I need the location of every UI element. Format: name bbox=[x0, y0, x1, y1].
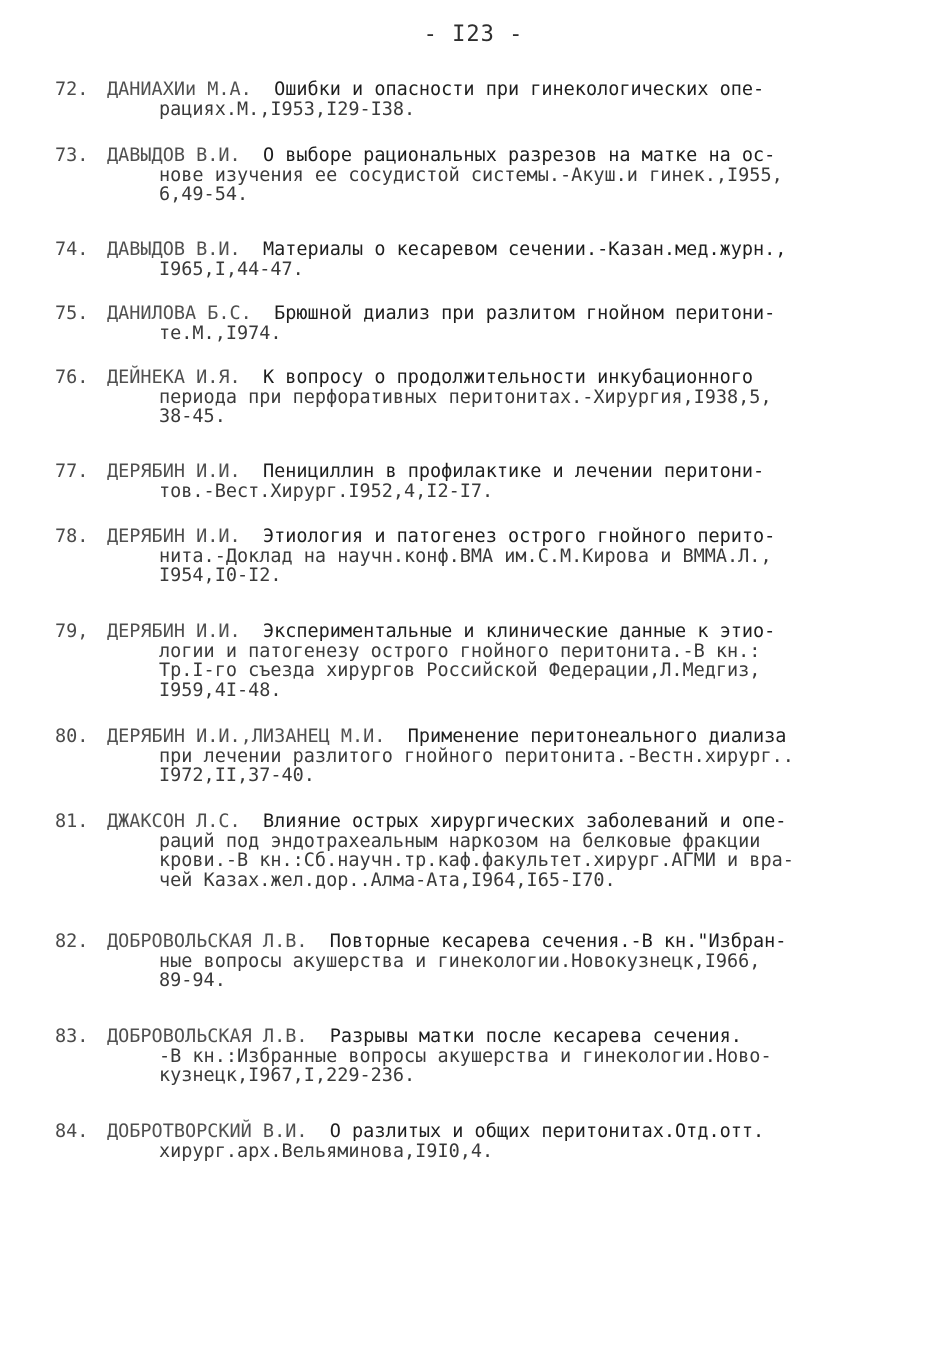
entry-number: 75. bbox=[55, 303, 89, 324]
bibliography-entry bbox=[55, 1122, 905, 1161]
entry-author: ДАНИАХИи М.А. bbox=[107, 79, 275, 100]
entry-first-line bbox=[55, 240, 905, 260]
entry-text: Брюшной диализ при разлитом гнойном перитони- bbox=[274, 303, 776, 324]
entry-first-line bbox=[55, 304, 905, 324]
entry-continuation-line: I972,II,37-40. bbox=[159, 765, 315, 786]
bibliography-entry bbox=[55, 727, 905, 786]
entry-continuation-line: Тр.I-го съезда хирургов Российской Федерации,Л.Медгиз, bbox=[159, 660, 761, 681]
bibliography-entry bbox=[55, 80, 905, 119]
entry-number: 83. bbox=[55, 1026, 89, 1047]
entry-first-line bbox=[55, 622, 905, 642]
entry-author: ДЕРЯБИН И.И.,ЛИЗАНЕЦ М.И. bbox=[107, 726, 408, 747]
entry-first-line bbox=[55, 812, 905, 832]
entry-first-line bbox=[55, 727, 905, 747]
entry-first-line bbox=[55, 1027, 905, 1047]
entry-text: О разлитых и общих перитонитах.Отд.отт. bbox=[329, 1121, 765, 1142]
entry-number: 73. bbox=[55, 145, 89, 166]
entry-author: ДАВЫДОВ В.И. bbox=[107, 239, 263, 260]
entry-text: Этиология и патогенез острого гнойного перито- bbox=[262, 526, 776, 547]
entry-continuation-line: периода при перфоративных перитонитах.-Хирургия,I938,5, bbox=[159, 386, 772, 408]
entry-continuation-line: раций под эндотрахеальным наркозом на белковые фракции bbox=[159, 830, 761, 852]
entry-number: 72. bbox=[55, 79, 89, 100]
entry-author: ДОБРОТВОРСКИЙ В.И. bbox=[107, 1121, 330, 1142]
entry-continuation-line: при лечении разлитого гнойного перитонита.-Вестн.хирург.. bbox=[159, 745, 794, 767]
entry-continuation-line: 38-45. bbox=[159, 406, 226, 427]
entry-number: 74. bbox=[55, 239, 89, 260]
entry-continuation-line: те.М.,I974. bbox=[159, 322, 282, 344]
entry-author: ДОБРОВОЛЬСКАЯ Л.В. bbox=[107, 1026, 330, 1047]
bibliography-entry bbox=[55, 462, 905, 501]
entry-first-line bbox=[55, 527, 905, 547]
entry-continuation-line: кузнецк,I967,I,229-236. bbox=[159, 1065, 416, 1086]
entry-number: 78. bbox=[55, 526, 89, 547]
entry-continuation-line: I954,I0-I2. bbox=[159, 565, 282, 586]
entry-continuation-line: хирург.арх.Вельяминова,I9I0,4. bbox=[159, 1140, 494, 1162]
bibliography-entry bbox=[55, 932, 905, 991]
entry-continuation-line: 89-94. bbox=[159, 970, 226, 991]
entry-number: 82. bbox=[55, 931, 89, 952]
bibliography-entry bbox=[55, 622, 905, 700]
entry-author: ДЕРЯБИН И.И. bbox=[107, 526, 263, 547]
entry-continuation-line: рациях.М.,I953,I29-I38. bbox=[159, 98, 416, 120]
bibliography-entry bbox=[55, 527, 905, 586]
entry-author: ДОБРОВОЛЬСКАЯ Л.В. bbox=[107, 931, 330, 952]
entry-continuation-line: I965,I,44-47. bbox=[159, 258, 304, 280]
bibliography-entry bbox=[55, 368, 905, 427]
entry-number: 77. bbox=[55, 461, 89, 482]
entry-first-line bbox=[55, 462, 905, 482]
bibliography-entry bbox=[55, 240, 905, 279]
entry-continuation-line: нове изучения ее сосудистой системы.-Акуш.и гинек.,I955, bbox=[159, 164, 783, 186]
entry-continuation-line: -В кн.:Избранные вопросы акушерства и гинекологии.Ново- bbox=[159, 1045, 772, 1067]
entry-first-line bbox=[55, 80, 905, 100]
entry-author: ДЕЙНЕКА И.Я. bbox=[107, 367, 263, 388]
entry-text: Повторные кесарева сечения.-В кн."Избран- bbox=[329, 931, 787, 952]
entry-author: ДАВЫДОВ В.И. bbox=[107, 145, 263, 166]
entry-first-line bbox=[55, 368, 905, 388]
entry-text: Пенициллин в профилактике и лечении перитони- bbox=[262, 461, 765, 482]
entry-continuation-line: нита.-Доклад на научн.конф.ВМА им.С.М.Кирова и ВММА.Л., bbox=[159, 545, 772, 567]
entry-continuation-line: крови.-В кн.:Сб.научн.тр.каф.факультет.хирург.АГМИ и вра- bbox=[159, 850, 794, 871]
entry-number: 81. bbox=[55, 811, 89, 832]
entry-text: К вопросу о продолжительности инкубационного bbox=[262, 367, 754, 388]
bibliography-entry bbox=[55, 812, 905, 890]
entry-continuation-line: тов.-Вест.Хирург.I952,4,I2-I7. bbox=[159, 480, 494, 502]
bibliography-entry bbox=[55, 1027, 905, 1086]
entry-first-line bbox=[55, 1122, 905, 1142]
entry-number: 79, bbox=[55, 621, 89, 642]
entry-text: Разрывы матки после кесарева сечения. bbox=[329, 1026, 742, 1047]
entry-continuation-line: 6,49-54. bbox=[159, 184, 249, 205]
bibliography-entry bbox=[55, 146, 905, 205]
entry-text: Влияние острых хирургических заболеваний и опе- bbox=[262, 811, 787, 832]
entry-first-line bbox=[55, 146, 905, 166]
entry-author: ДАНИЛОВА Б.С. bbox=[107, 303, 275, 324]
entry-text: Применение перитонеального диализа bbox=[407, 726, 787, 747]
entry-continuation-line: ные вопросы акушерства и гинекологии.Новокузнецк,I966, bbox=[159, 950, 761, 972]
entry-text: Ошибки и опасности при гинекологических опе- bbox=[274, 79, 765, 100]
entry-first-line bbox=[55, 932, 905, 952]
entry-continuation-line: чей Казах.жел.дор..Алма-Ата,I964,I65-I70. bbox=[159, 869, 616, 891]
page-number: - I23 - bbox=[423, 22, 524, 47]
entry-continuation-line: I959,4I-48. bbox=[159, 679, 282, 701]
entry-text: Материалы о кесаревом сечении.-Казан.мед.журн., bbox=[262, 239, 787, 260]
bibliography-entry bbox=[55, 304, 905, 343]
entry-author: ДЖАКСОН Л.С. bbox=[107, 811, 263, 832]
entry-text: Экспериментальные и клинические данные к этио- bbox=[262, 621, 776, 642]
entry-number: 84. bbox=[55, 1121, 89, 1142]
entry-number: 76. bbox=[55, 367, 89, 388]
entry-number: 80. bbox=[55, 726, 89, 747]
entry-continuation-line: логии и патогенезу острого гнойного перитонита.-В кн.: bbox=[159, 640, 761, 662]
entry-author: ДЕРЯБИН И.И. bbox=[107, 621, 263, 642]
entry-author: ДЕРЯБИН И.И. bbox=[107, 461, 263, 482]
entry-text: О выборе рациональных разрезов на матке на ос- bbox=[262, 145, 776, 166]
